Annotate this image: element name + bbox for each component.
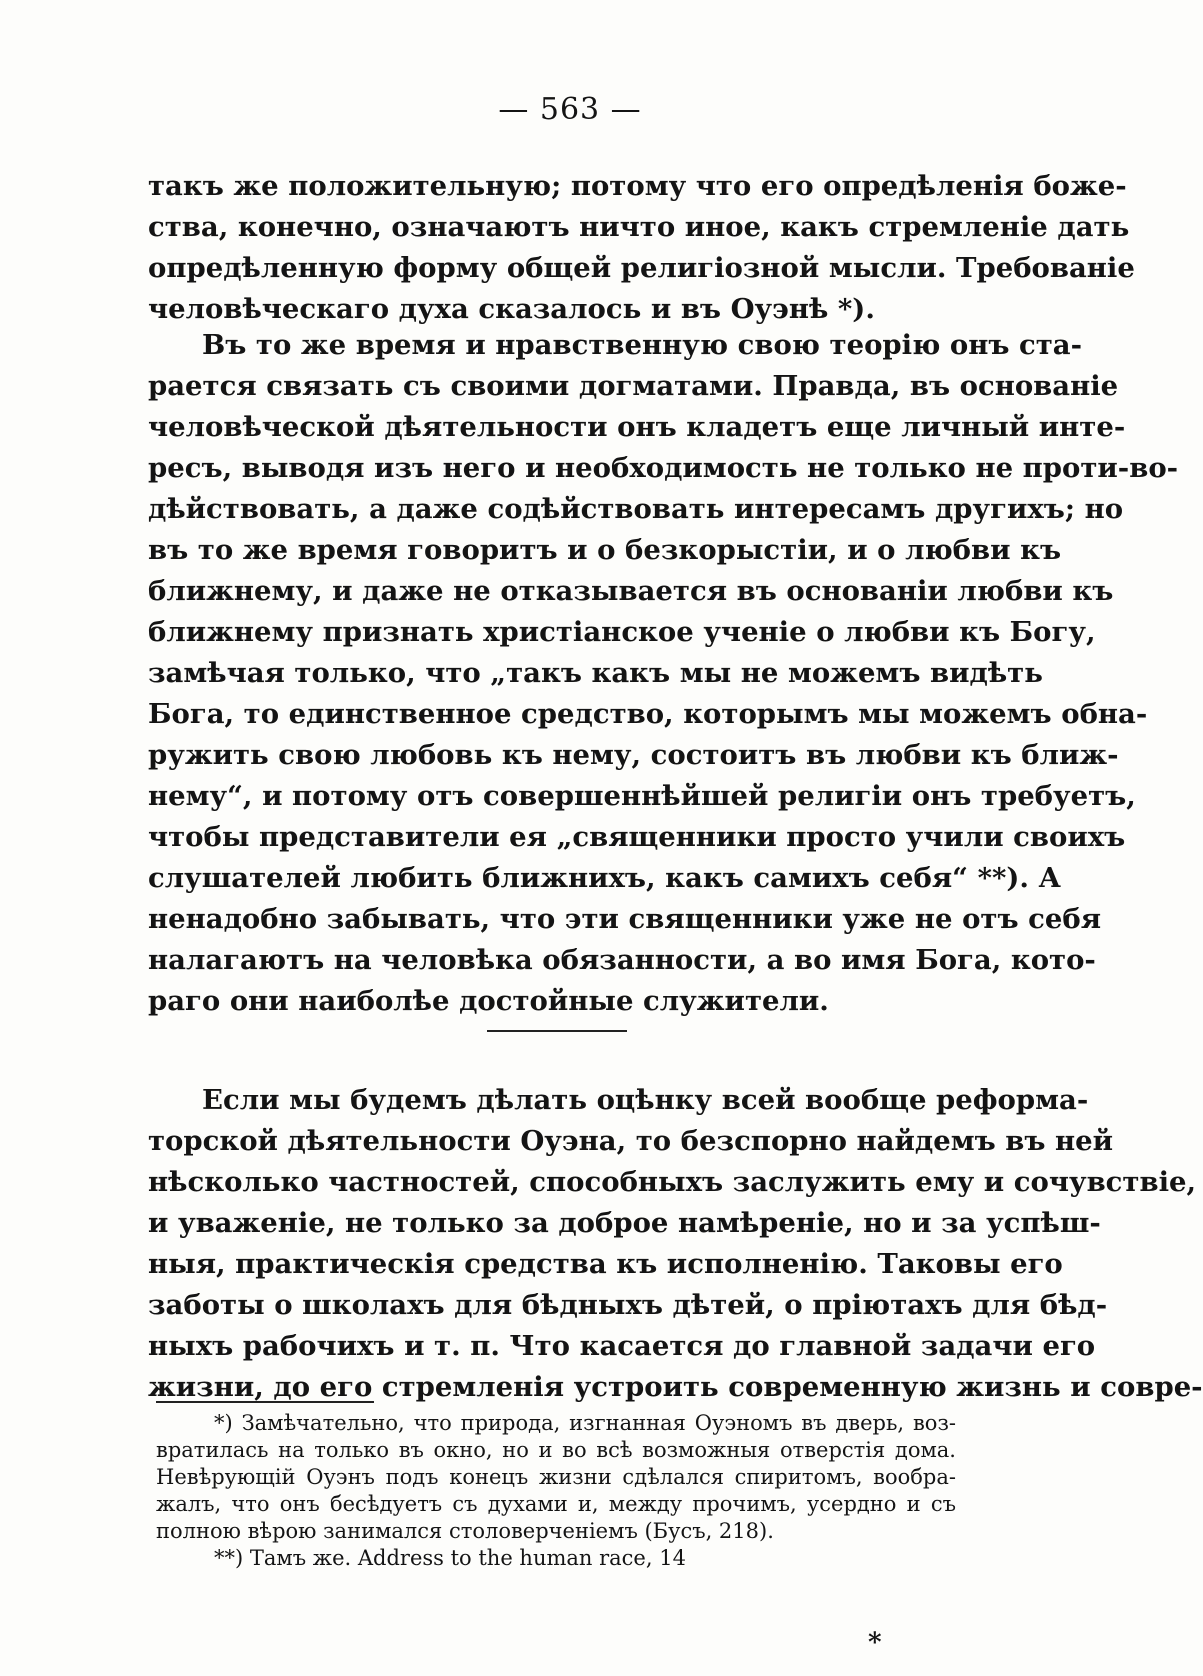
- text-line: дѣйствовать, а даже содѣйствовать интересамъ другихъ; но: [148, 493, 1124, 525]
- text-line: въ то же время говоритъ и о безкорыстіи, и о любви къ: [148, 534, 1062, 566]
- footnote-line: Невѣрующій Оуэнъ подъ конецъ жизни сдѣлался спиритомъ, вообра-: [156, 1465, 956, 1489]
- text-line: ближнему, и даже не отказывается въ основаніи любви къ: [148, 575, 1114, 607]
- footnote-line: жалъ, что онъ бесѣдуетъ съ духами и, между прочимъ, усердно и съ: [156, 1492, 956, 1516]
- text-line: чтобы представители ея „священники просто учили своихъ: [148, 821, 1126, 853]
- paragraph-evaluation: [148, 1080, 1203, 1408]
- page-number: — 563 —: [498, 92, 642, 127]
- text-line: опредѣленную форму общей религіозной мысли. Требованіе: [148, 252, 1135, 284]
- text-line: ныхъ рабочихъ и т. п. Что касается до главной задачи его: [148, 1330, 1096, 1362]
- text-line: Бога, то единственное средство, которымъ мы можемъ обна-: [148, 698, 1148, 730]
- text-line: и уваженіе, не только за доброе намѣреніе, но и за успѣш-: [148, 1207, 1101, 1239]
- text-line: нему“, и потому отъ совершеннѣйшей религіи онъ требуетъ,: [148, 780, 1136, 812]
- text-line: налагаютъ на человѣка обязанности, а во имя Бога, кото-: [148, 944, 1096, 976]
- footnote-line: **) Тамъ же. Address to the human race, 14: [214, 1546, 686, 1570]
- text-line: нѣсколько частностей, способныхъ заслужить ему и сочувствіе,: [148, 1166, 1197, 1198]
- section-divider: [487, 1030, 627, 1032]
- text-line: заботы о школахъ для бѣдныхъ дѣтей, о пріютахъ для бѣд-: [148, 1289, 1108, 1321]
- text-line: человѣческой дѣятельности онъ кладетъ еще личный инте-: [148, 411, 1126, 443]
- paragraph-moral-theory: [148, 325, 1179, 1022]
- text-line: рается связать съ своими догматами. Правда, въ основаніе: [148, 370, 1119, 402]
- footnote-line: вратилась на только въ окно, но и во всѣ возможныя отверстія дома.: [156, 1438, 956, 1462]
- text-line: жизни, до его стремленія устроить современную жизнь и совре-: [148, 1371, 1203, 1403]
- text-line: Если мы будемъ дѣлать оцѣнку всей вообще реформа-: [202, 1084, 1089, 1116]
- footnote-divider: [156, 1401, 374, 1403]
- footnote-line: *) Замѣчательно, что природа, изгнанная Оуэномъ въ дверь, воз-: [214, 1411, 956, 1435]
- text-line: такъ же положительную; потому что его опредѣленія боже-: [148, 170, 1127, 202]
- signature-mark: *: [868, 1628, 882, 1658]
- text-line: замѣчая только, что „такъ какъ мы не можемъ видѣть: [148, 657, 1043, 689]
- text-line: ближнему признать христіанское ученіе о любви къ Богу,: [148, 616, 1096, 648]
- text-line: Въ то же время и нравственную свою теорію онъ ста-: [202, 329, 1083, 361]
- text-line: раго они наиболѣе достойные служители.: [148, 985, 829, 1017]
- text-line: торской дѣятельности Оуэна, то безспорно найдемъ въ ней: [148, 1125, 1114, 1157]
- text-line: ства, конечно, означаютъ ничто иное, какъ стремленіе дать: [148, 211, 1130, 243]
- text-line: ненадобно забывать, что эти священники уже не отъ себя: [148, 903, 1102, 935]
- text-line: ружить свою любовь къ нему, состоитъ въ любви къ ближ-: [148, 739, 1119, 771]
- text-line: ныя, практическія средства къ исполненію. Таковы его: [148, 1248, 1063, 1280]
- footnote-line: полною вѣрою занимался столоверченіемъ (Бусъ, 218).: [156, 1519, 774, 1543]
- paragraph-continuation: [148, 166, 1135, 330]
- footnotes: [156, 1410, 956, 1572]
- text-line: человѣческаго духа сказалось и въ Оуэнѣ *).: [148, 293, 875, 325]
- text-line: слушателей любить ближнихъ, какъ самихъ себя“ **). А: [148, 862, 1061, 894]
- text-line: ресъ, выводя изъ него и необходимость не только не проти-во-: [148, 452, 1179, 484]
